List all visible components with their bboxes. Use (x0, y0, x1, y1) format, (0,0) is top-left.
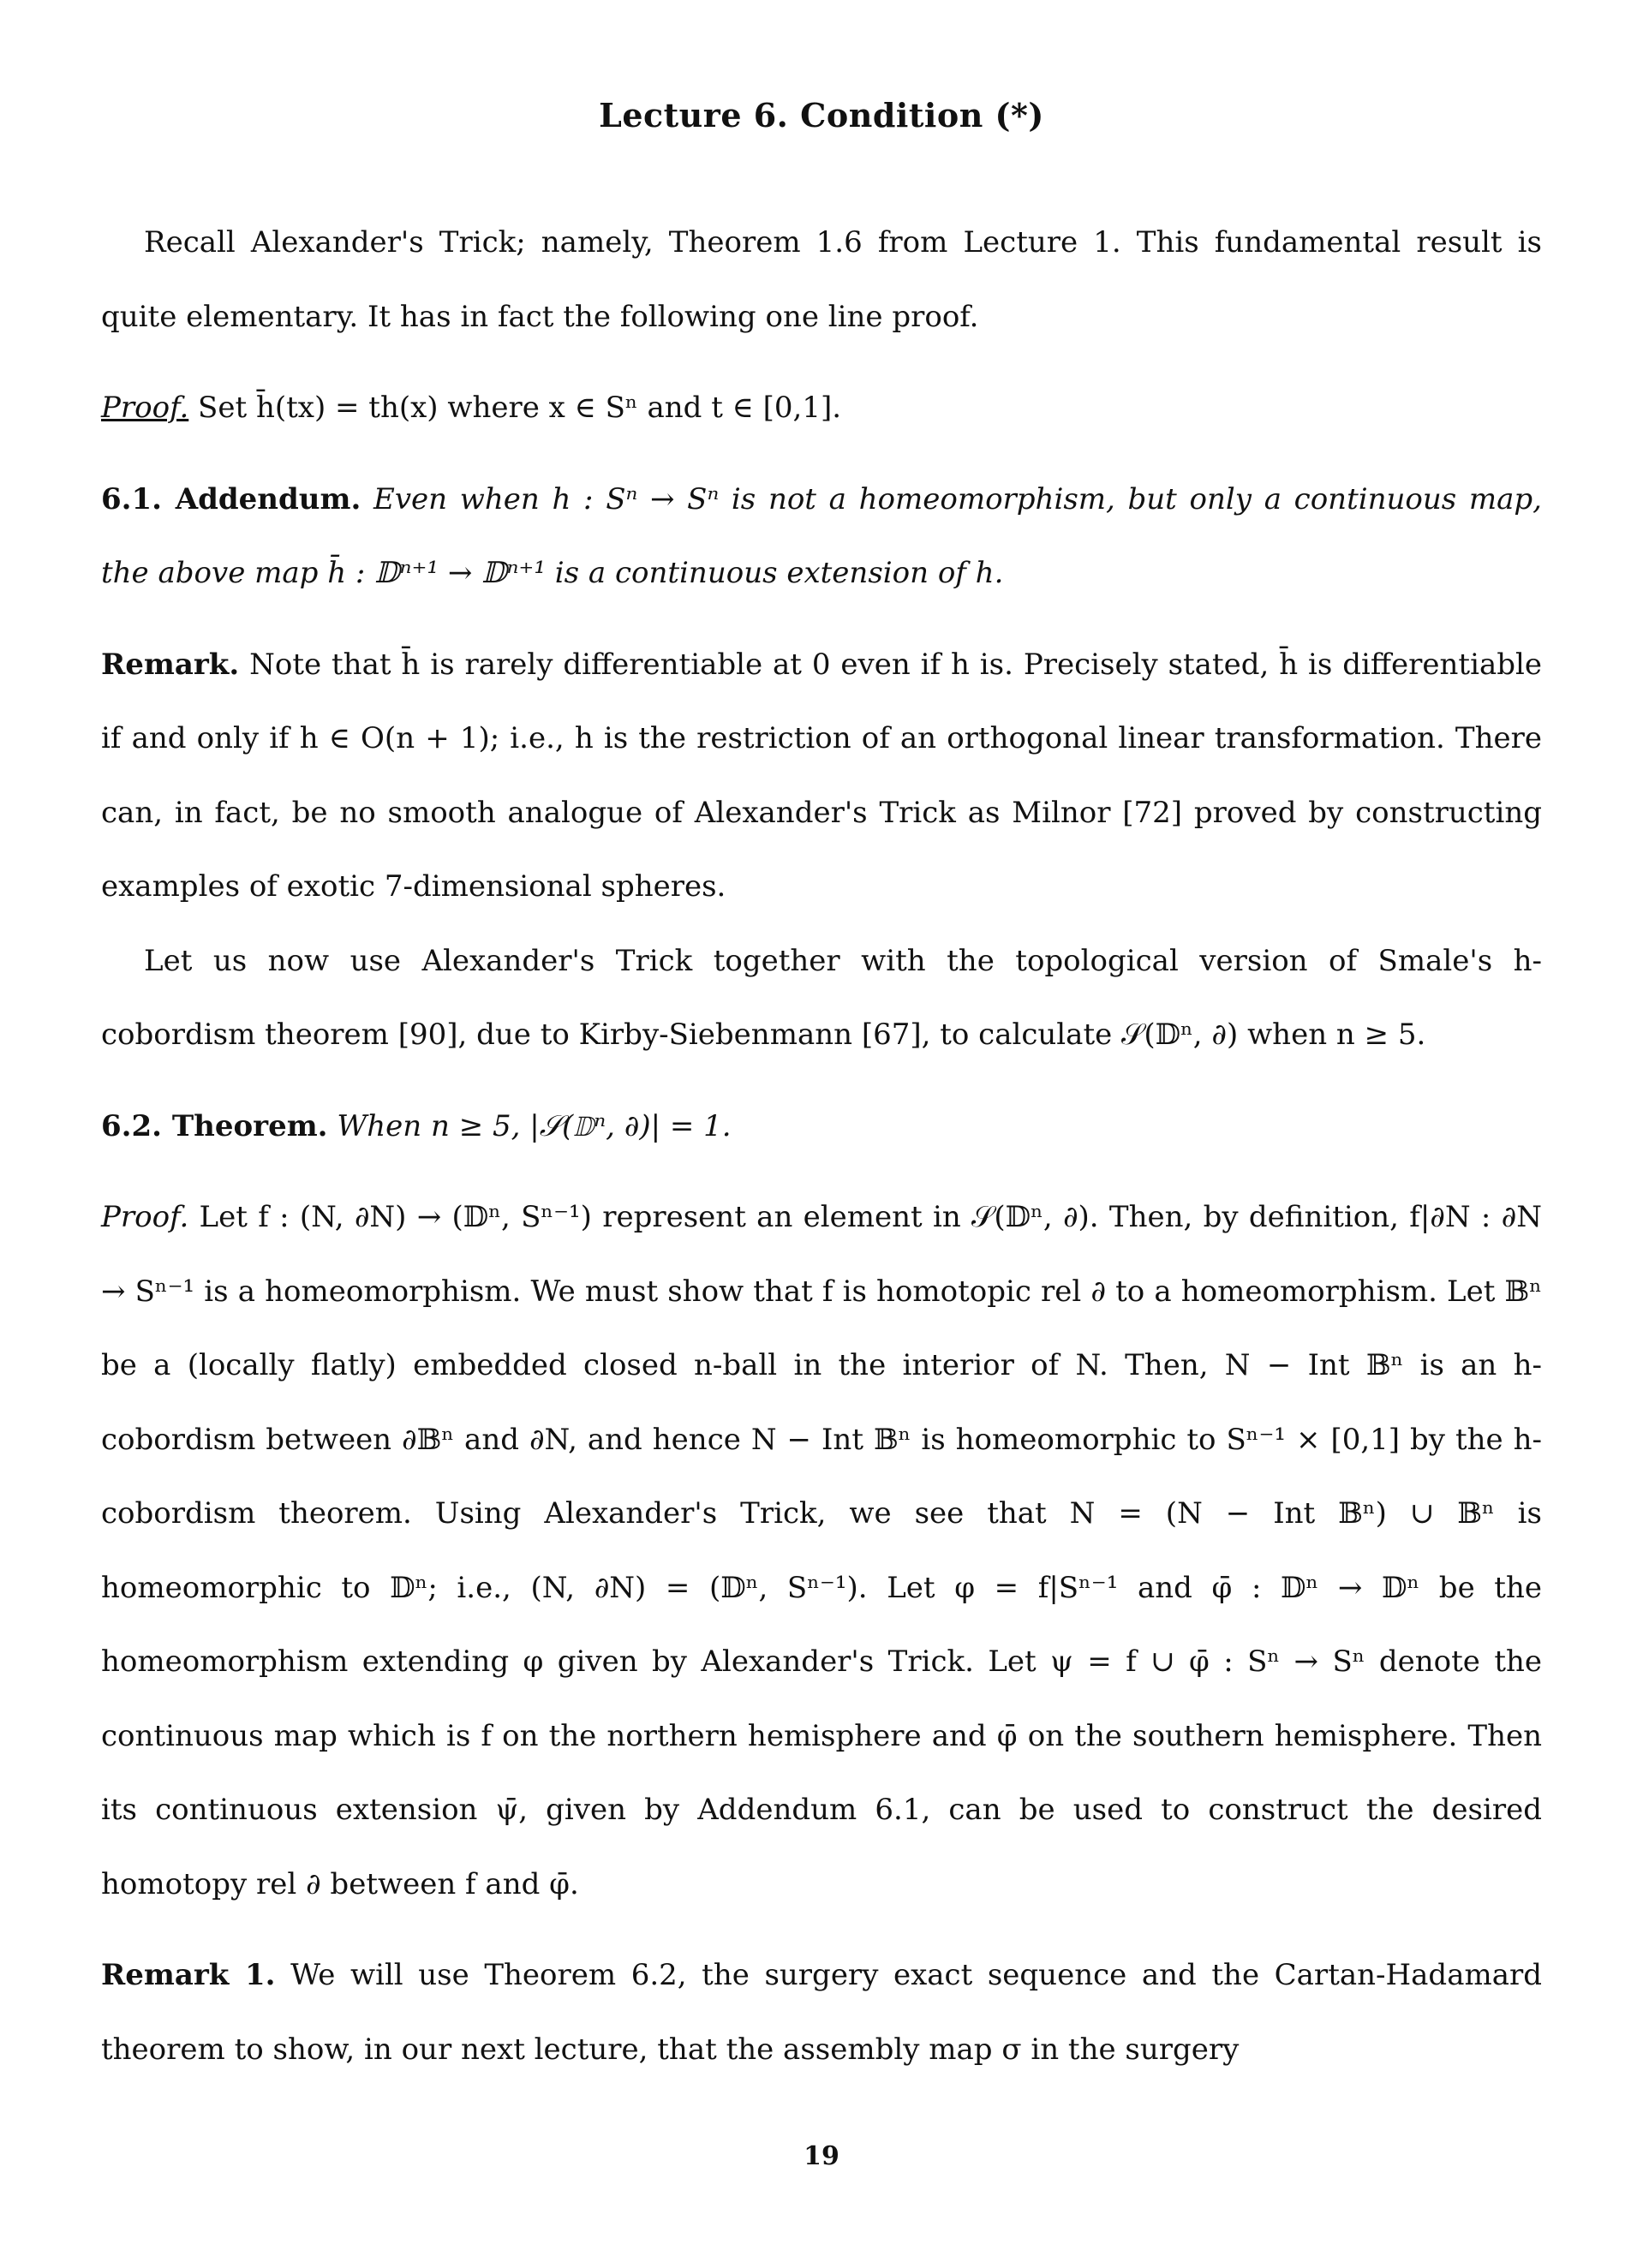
theorem-text: When n ≥ 5, |𝒮(𝔻ⁿ, ∂)| = 1. (327, 1108, 732, 1143)
page-number: 19 (804, 2141, 839, 2171)
body-text (101, 206, 1542, 2086)
remark-1-block (101, 1938, 1542, 2086)
remark-1-label: Remark 1. (101, 1958, 276, 1992)
theorem-6-2 (101, 1089, 1542, 1164)
remark-text: Note that h̄ is rarely differentiable at 0 even if h is. Precisely stated, h̄ is differentiable if and only if h ∈ O(n + 1); i.e., h is the restriction of an orthogonal linear transformation. There can, in fact, be no smooth analogue of Alexander's Trick as Milnor [72] proved by constructing examples of exotic 7-dimensional spheres. (101, 647, 1542, 904)
proof-alexander (101, 371, 1542, 445)
remark-1-text: We will use Theorem 6.2, the surgery exact sequence and the Cartan-Hadamard theorem to show, in our next lecture, that the assembly map σ in the surgery (101, 1958, 1542, 2067)
proof-text: Let f : (N, ∂N) → (𝔻ⁿ, Sⁿ⁻¹) represent an element in 𝒮(𝔻ⁿ, ∂). Then, by definition, f|∂N : ∂N → Sⁿ⁻¹ is a homeomorphism. We must show that f is homotopic rel ∂ to a homeomorphism. Let 𝔹ⁿ be a (locally flatly) embedded closed n-ball in the interior of N. Then, N − Int 𝔹ⁿ is an h-cobordism between ∂𝔹ⁿ and ∂N, and hence N − Int 𝔹ⁿ is homeomorphic to Sⁿ⁻¹ × [0,1] by the h-cobordism theorem. Using Alexander's Trick, we see that N = (N − Int 𝔹ⁿ) ∪ 𝔹ⁿ is homeomorphic to 𝔻ⁿ; i.e., (N, ∂N) = (𝔻ⁿ, Sⁿ⁻¹). Let φ = f|Sⁿ⁻¹ and φ̄ : 𝔻ⁿ → 𝔻ⁿ be the homeomorphism extending φ given by Alexander's Trick. Let ψ = f ∪ φ̄ : Sⁿ → Sⁿ denote the continuous map which is f on the northern hemisphere and φ̄ on the southern hemisphere. Then its continuous extension ψ̄, given by Addendum 6.1, can be used to construct the desired homotopy rel ∂ between f and φ̄. (101, 1200, 1542, 1901)
addendum-label: 6.1. Addendum. (101, 481, 361, 516)
paragraph-hcobordism: Let us now use Alexander's Trick together with the topological version of Smale's h-cobordism theorem [90], due to Kirby-Siebenmann [67], to calculate 𝒮(𝔻ⁿ, ∂) when n ≥ 5. (101, 943, 1542, 1052)
proof-label: Proof. (101, 1200, 189, 1234)
page-title: Lecture 6. Condition (*) (599, 96, 1044, 134)
addendum-6-1 (101, 463, 1542, 611)
proof-text: Set h̄(tx) = th(x) where x ∈ Sⁿ and t ∈ [0,1]. (188, 391, 842, 425)
theorem-label: 6.2. Theorem. (101, 1108, 328, 1143)
remark-block (101, 628, 1542, 924)
proof-label: Proof. (101, 391, 189, 425)
remark-label: Remark. (101, 647, 240, 682)
addendum-text: Even when h : Sⁿ → Sⁿ is not a homeomorphism, but only a continuous map, the above map h̄ : 𝔻ⁿ⁺¹ → 𝔻ⁿ⁺¹ is a continuous extension of h. (101, 481, 1542, 590)
proof-theorem-6-2 (101, 1180, 1542, 1921)
paragraph-intro: Recall Alexander's Trick; namely, Theorem 1.6 from Lecture 1. This fundamental result is quite elementary. It has in fact the following one line proof. (101, 225, 1542, 334)
